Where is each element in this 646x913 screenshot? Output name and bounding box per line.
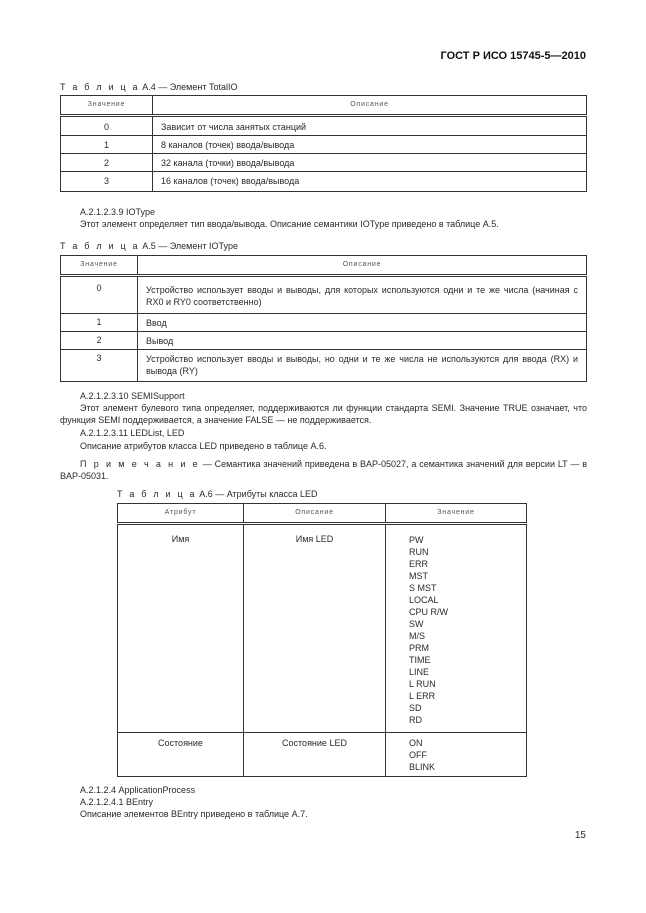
table-row (61, 172, 587, 192)
note: П р и м е ч а н и е — Семантика значений приведена в BAP-05027, а семантика значений для версии LT — в BAP-05031. (60, 459, 587, 481)
led-value: SW (409, 619, 424, 629)
table-row (61, 154, 587, 172)
led-value: OFF (409, 750, 427, 760)
col-header: Описание (153, 96, 587, 116)
led-name-values (386, 524, 527, 733)
table-cell: 2 (61, 332, 138, 350)
table-cell: 16 каналов (точек) ввода/вывода (153, 172, 587, 192)
table-a5 (60, 255, 587, 382)
led-value: L ERR (409, 691, 436, 701)
led-value: M/S (409, 631, 426, 641)
section-heading: А.2.1.2.3.9 IOType (80, 207, 156, 217)
table-cell: Зависит от числа занятых станций (153, 116, 587, 136)
table-cell: Имя (118, 524, 244, 733)
table-a4-caption: Т а б л и ц а А.4 — Элемент TotalIO (60, 82, 238, 92)
paragraph: Описание элементов BEntry приведено в таблице А.7. (80, 809, 308, 819)
led-value: RD (409, 715, 422, 725)
col-header: Атрибут (118, 504, 244, 524)
led-value: L RUN (409, 679, 436, 689)
led-value: LOCAL (409, 595, 439, 605)
table-row (61, 116, 587, 136)
led-value: ON (409, 738, 423, 748)
table-cell: 1 (61, 136, 153, 154)
paragraph: Этот элемент определяет тип ввода/вывода. Описание семантики IOType приведено в таблице А.5. (80, 219, 499, 229)
table-row (61, 332, 587, 350)
table-cell: Ввод (138, 314, 587, 332)
table-a5-caption: Т а б л и ц а А.5 — Элемент IOType (60, 241, 238, 251)
table-cell: 2 (61, 154, 153, 172)
led-state-values (386, 733, 527, 777)
col-header: Описание (138, 256, 587, 276)
led-value: ERR (409, 559, 429, 569)
table-row (61, 350, 587, 382)
table-a6-caption: Т а б л и ц а А.6 — Атрибуты класса LED (117, 489, 318, 499)
col-header: Описание (244, 504, 386, 524)
table-row (118, 524, 527, 733)
table-cell: 3 (61, 350, 138, 382)
table-row (61, 136, 587, 154)
section-heading: А.2.1.2.3.10 SEMISupport (80, 391, 185, 401)
table-cell: Устройство использует вводы и выводы, для которых используются одни и те же числа (начиная с RX0 и RY0 соответственно) (138, 276, 587, 314)
led-value: LINE (409, 667, 430, 677)
table-cell: Вывод (138, 332, 587, 350)
table-cell: 0 (61, 116, 153, 136)
led-value: S MST (409, 583, 437, 593)
section-heading: А.2.1.2.4.1 BEntry (80, 797, 154, 807)
paragraph: Этот элемент булевого типа определяет, поддерживаются ли функции стандарта SEMI. Значение TRUE означает, что функция SEMI поддерживается, а значение FALSE — не поддерживается. (60, 403, 587, 425)
col-header: Значение (61, 96, 153, 116)
table-cell: 3 (61, 172, 153, 192)
paragraph: Описание атрибутов класса LED приведено в таблице А.6. (80, 441, 327, 451)
section-heading: А.2.1.2.4 ApplicationProcess (80, 785, 196, 795)
table-cell: 8 каналов (точек) ввода/вывода (153, 136, 587, 154)
table-cell: Состояние (118, 733, 244, 777)
table-cell: Состояние LED (244, 733, 386, 777)
table-cell (61, 96, 587, 116)
table-cell (118, 504, 527, 524)
table-cell: 0 (61, 276, 138, 314)
table-cell (61, 256, 587, 276)
table-row (61, 314, 587, 332)
led-value: BLINK (409, 762, 436, 772)
led-value: PW (409, 535, 424, 545)
led-value: MST (409, 571, 428, 581)
page-number: 15 (574, 830, 586, 841)
table-row (61, 276, 587, 314)
table-row (118, 733, 527, 777)
col-header: Значение (386, 504, 527, 524)
led-value: RUN (409, 547, 429, 557)
led-value: SD (409, 703, 422, 713)
led-value: TIME (409, 655, 431, 665)
table-a6 (117, 503, 527, 777)
led-value: PRM (409, 643, 429, 653)
section-heading: А.2.1.2.3.11 LEDList, LED (80, 428, 185, 438)
table-cell: 32 канала (точки) ввода/вывода (153, 154, 587, 172)
led-value: CPU R/W (409, 607, 448, 617)
table-cell: 1 (61, 314, 138, 332)
document-header: ГОСТ Р ИСО 15745-5—2010 (440, 50, 586, 62)
table-a4 (60, 95, 587, 192)
table-cell: Имя LED (244, 524, 386, 733)
col-header: Значение (61, 256, 138, 276)
table-cell: Устройство использует вводы и выводы, но одни и те же числа не используются для ввода (RX) и вывода (RY) (138, 350, 587, 382)
